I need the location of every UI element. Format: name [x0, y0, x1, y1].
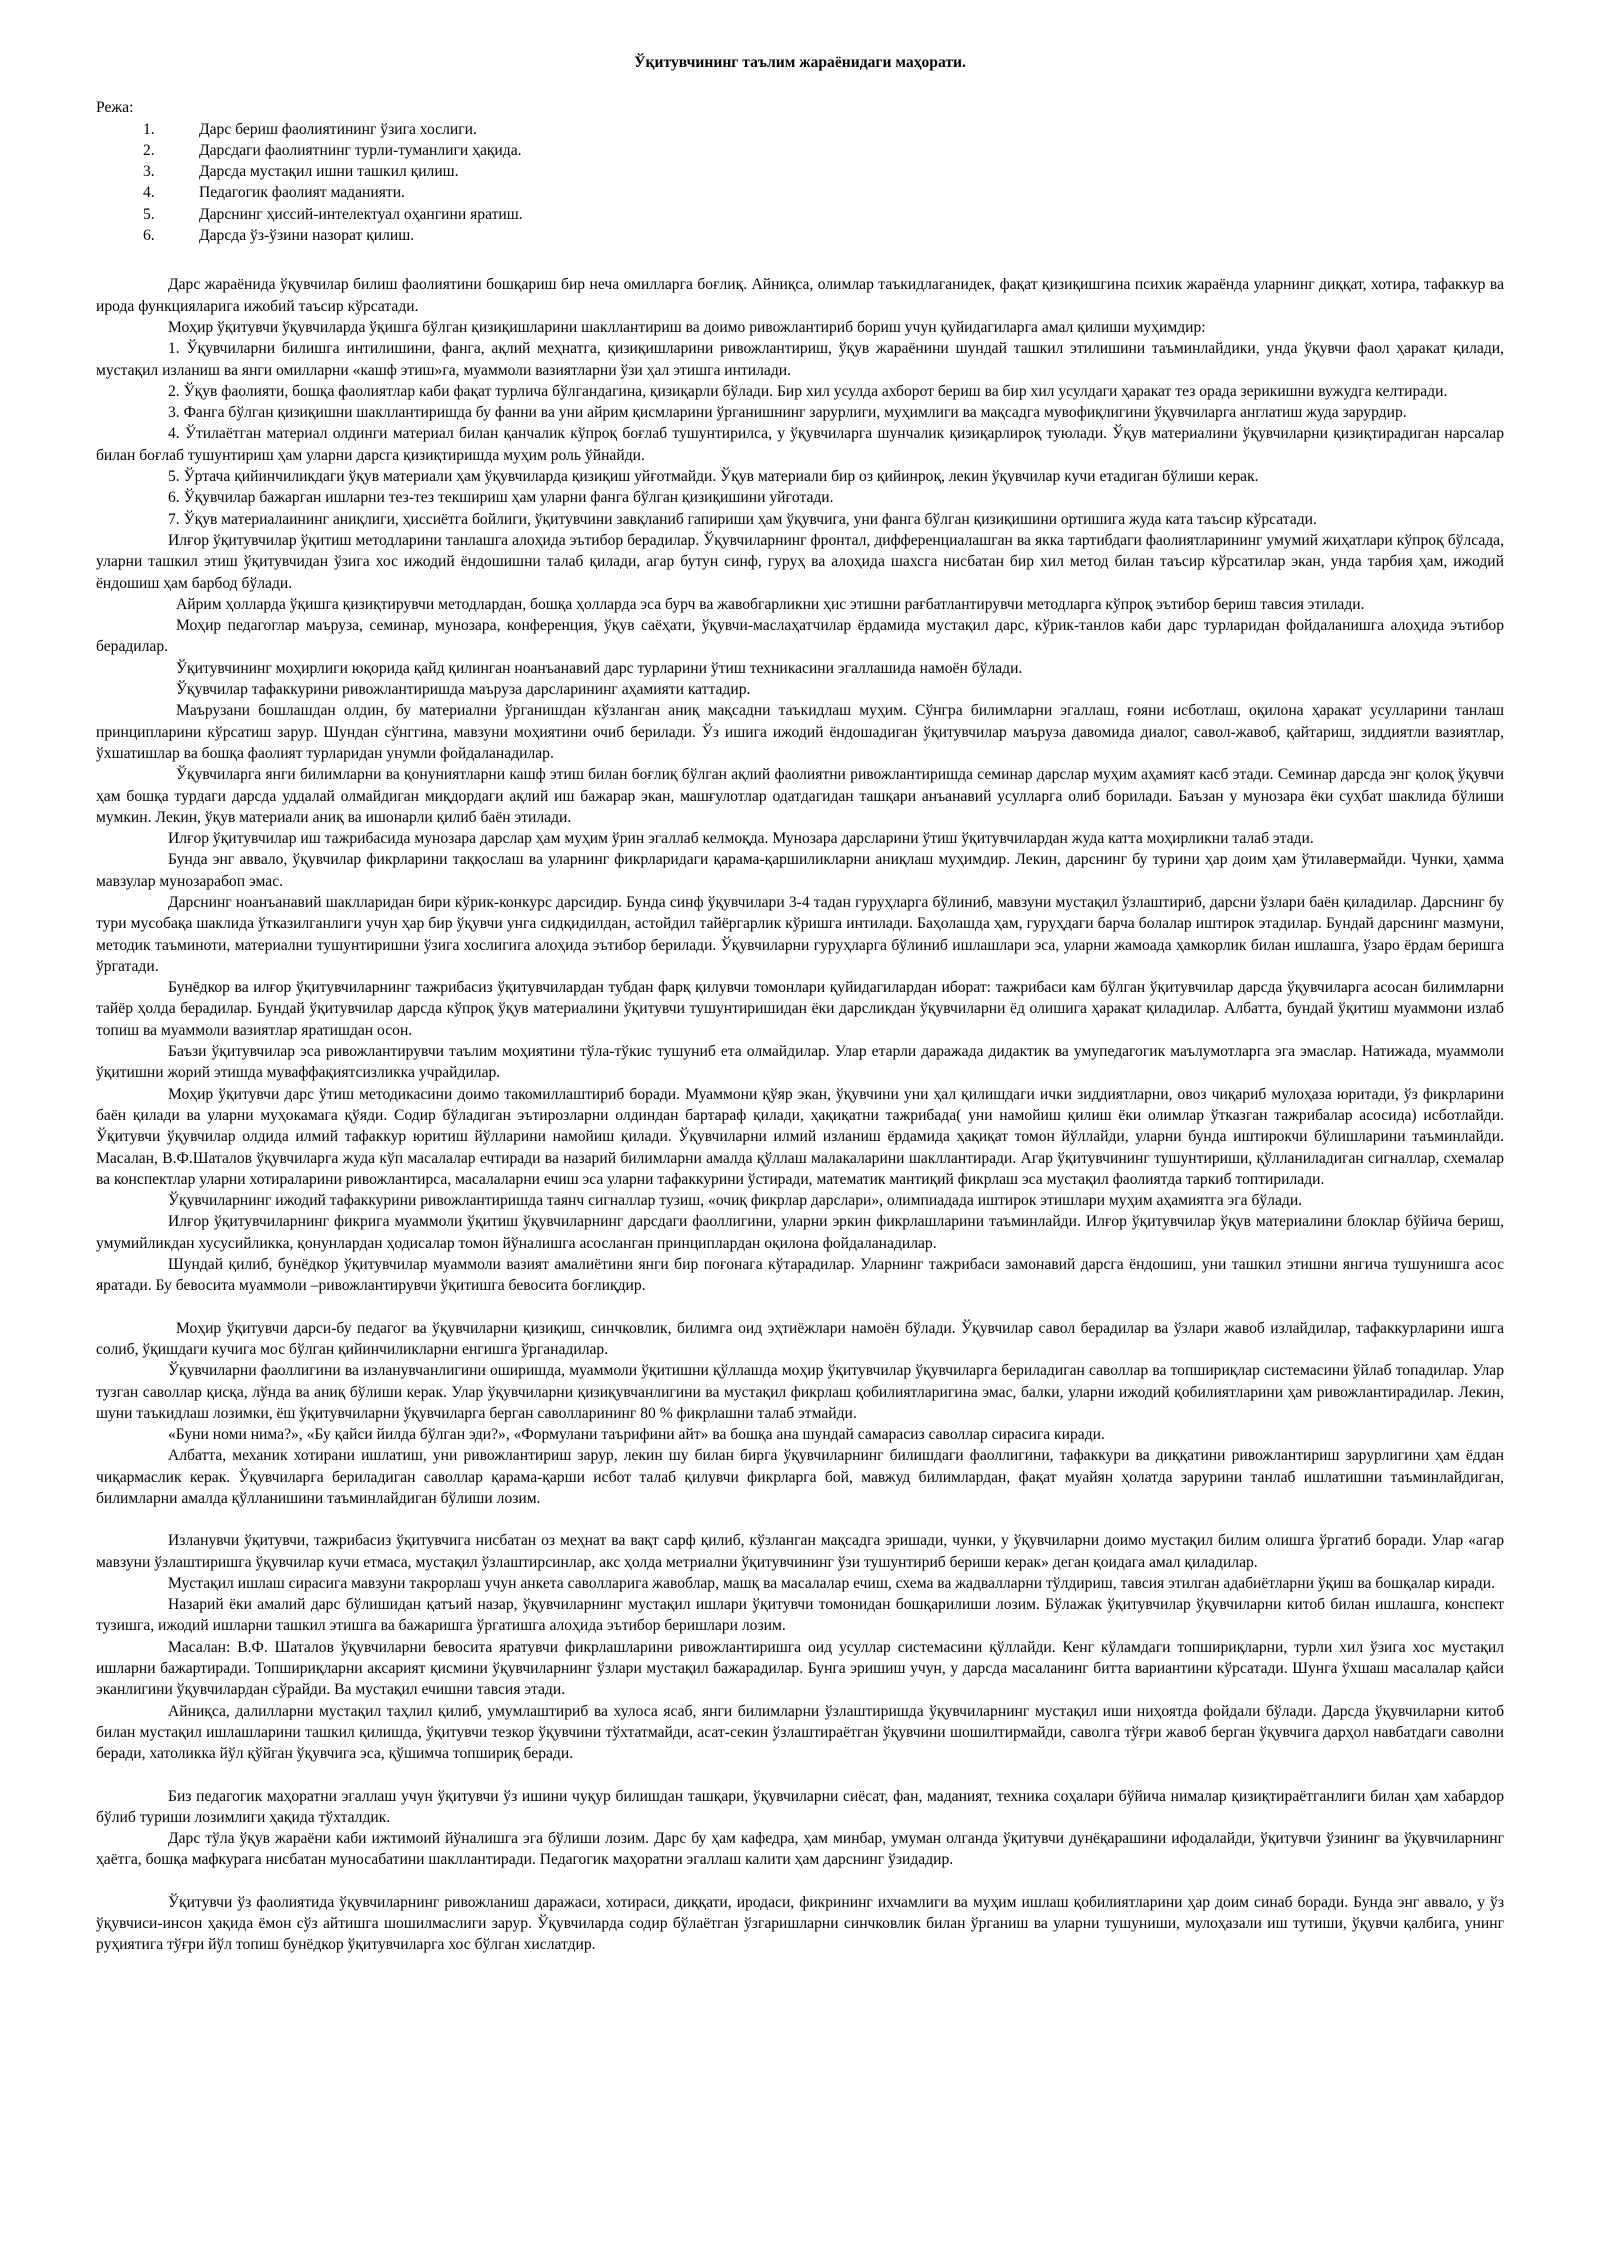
plan-item-number: 1. — [143, 120, 155, 138]
plan-item-number: 4. — [143, 184, 155, 202]
body-paragraph: Масалан: В.Ф. Шаталов ўқувчиларни бевосита яратувчи фикрлашларини ривожлантиришга оид усуллар системасини қўллайди. Кенг кўламдаги топшириқларни, турли хил ўзига хос мустақил ишларни бажартиради. Топшириқларни аксарият қисмини ўқувчиларнинг ўзлари мустақил бажарадилар. Бунга эришиш учун, у дарсда масаланинг битта вариантини кўрсатади. Шунга ўхшаш масалалар қайси эканлигини ўқувчилардан сўрайди. Ва мустақил ечишни тавсия этади. — [96, 1638, 1504, 1699]
plan-item-text: Дарснинг ҳиссий-интелектуал оҳангини яратиш. — [199, 205, 523, 223]
body-paragraph: Шундай қилиб, бунёдкор ўқитувчилар муаммоли вазият амалиётини янги бир поғонага кўтарадилар. Уларнинг тажрибаси замонавий дарсга ёндошиш, уни ташкил этишни янгича тушунишга асос яратади. Бу бевосита муаммоли –ривожлантирувчи ўқитишга бевосита боғлиқдир. — [96, 1256, 1504, 1295]
body-paragraph: Ўқитувчининг моҳирлиги юқорида қайд қилинган ноанъанавий дарс турларини ўтиш техникасини эгаллашида намоён бўлади. — [176, 659, 1023, 677]
numbered-paragraph: 7. Ўқув материалаининг аниқлиги, ҳиссиётга бойлиги, ўқитувчини завқланиб гапириши ҳам ўқувчига, уни фанга бўлган қизиқишини ортишига жуда ката таъсир кўрсатади. — [168, 510, 1317, 528]
body-paragraph: Илғор ўқитувчиларнинг фикрига муаммоли ўқитиш ўқувчиларнинг дарсдаги фаоллигини, уларни эркин фикрлашларини таъминлайди. Илғор ўқитувчилар ўқув материалини блоклар бўйича бериш, умумийликдан хусусийликка, қонунлардан ҳодисалар томон йўналишга асосланган принциплардан оқилона фойдаланадилар. — [96, 1213, 1504, 1252]
body-paragraph: Изланувчи ўқитувчи, тажрибасиз ўқитувчига нисбатан оз меҳнат ва вақт сарф қилиб, кўзланган мақсадга эришади, чунки, у ўқувчиларни доимо мустақил билим олишга ўргатиб боради. Улар «агар мавзуни ўзлаштиришга ўқувчилар кучи етмаса, мустақил ўзлаштирсинлар, акс ҳолда метриални ўқитувчининг ўзи тушунтириб бериши керак» деган қоидага амал қиладилар. — [96, 1532, 1504, 1571]
body-paragraph: Моҳир ўқитувчи ўқувчиларда ўқишга бўлган қизиқишларини шакллантириш ва доимо ривожлантириб бориш учун қуйидагиларга амал қилиши муҳимдир: — [168, 318, 1206, 336]
body-paragraph: Илғор ўқитувчилар ўқитиш методларини танлашга алоҳида эътибор берадилар. Ўқувчиларнинг фронтал, дифференциалашган ва якка тартибдаги фаолиятларининг умумий жиҳатлари кўпроқ бўлсада, уларни ташкил этиш ўқитувчидан ўзига хос ижодий ёндошишни талаб қилади, агар бутун синф, гуруҳ ва алоҳида шахсга нисбатан бир хил метод билан таъсир кўрсатилар экан, унда тарбия ҳам, ижодий ёндошиш ҳам барбод бўлади. — [96, 531, 1504, 592]
plan-item-text: Дарсда ўз-ўзини назорат қилиш. — [199, 227, 415, 245]
body-paragraph: Бунёдкор ва илғор ўқитувчиларнинг тажрибасиз ўқитувчилардан тубдан фарқ қилувчи томонлари қуйидагилардан иборат: тажрибаси кам бўлган ўқитувчилар дарсда ўқувчиларга асосан билимларни тайёр ҳолда берадилар. Бундай ўқитувчилар дарсда кўпроқ ўқув материалини ўқитувчи тушунтиришидан ёки дарсликдан ўқувчиларни ёд олишига ҳаракат қиладилар. Албатта, бундай ўқитиш муаммони излаб топиш ва муаммоли вазиятлар яратишдан осон. — [96, 979, 1504, 1039]
plan-item — [96, 161, 1504, 182]
plan-item — [96, 225, 1504, 246]
numbered-paragraph: 3. Фанга бўлган қизиқишни шакллантиришда бу фанни ва уни айрим қисмларини ўрганишнинг зарурлиги, муҳимлиги ва мақсадга мувофиқлигини ўқувчиларга англатиш жуда зарурдир. — [168, 404, 1407, 422]
body-paragraph: Ўқувчиларга янги билимларни ва қонуниятларни кашф этиш билан боғлиқ бўлган ақлий фаолиятни ривожлантиришда семинар дарслар муҳим аҳамият касб этади. Семинар дарсда энг қолоқ ўқувчи ҳам бошқа турдаги дарсда уддалай олмайдиган миқдордаги ақлий иш бажарар экан, машғулотлар одатдагидан ташқари анъанавий усулларга олиб борилади. Баъзан у мунозара ёки суҳбат шаклида бўлиши мумкин. Лекин, ўқув материали аниқ ва ишонарли қилиб баён этилади. — [96, 766, 1504, 826]
plan-item-text: Дарс бериш фаолиятининг ўзига хослиги. — [199, 120, 477, 138]
body-paragraph: Ўқувчилар тафаккурини ривожлантиришда маъруза дарсларининг аҳамияти каттадир. — [176, 681, 751, 699]
body-paragraph: Ўқувчиларни фаоллигини ва изланувчанлигини оширишда, муаммоли ўқитишни қўллашда моҳир ўқитувчилар ўқувчиларга бериладиган саволлар ва топшириқлар системасини ўйлаб топадилар. Улар тузган саволлар қисқа, лўнда ва аниқ бўлиши керак. Улар ўқувчиларни қизиқувчанлигини ва мустақил фикрлаш қобилиятларигина эмас, балки, уларни ижодий қобилиятларини ҳам ривожлантирадилар. Лекин, шуни таъкидлаш лозимки, ёш ўқитувчиларни ўқувчиларга берган саволларининг 80 % фикрлашни талаб этмайди. — [96, 1362, 1504, 1422]
body-paragraph: Баъзи ўқитувчилар эса ривожлантирувчи таълим моҳиятини тўла-тўкис тушуниб ета олмайдилар. Улар етарли даражада дидактик ва умупедагогик маълумотларга эга эмаслар. Натижада, муаммоли ўқитишни жорий этишда муваффақиятсизликка учрайдилар. — [96, 1043, 1504, 1082]
plan-item-number: 2. — [143, 141, 155, 159]
body-paragraph: Моҳир педагоглар маъруза, семинар, мунозара, конференция, ўқув саёҳати, ўқувчи-маслаҳатчилар ёрдамида мустақил дарс, кўрик-танлов каби дарс турларидан фойдаланишга алоҳида эътибор берадилар. — [96, 617, 1504, 656]
body-paragraph: Дарс тўла ўқув жараёни каби ижтимоий йўналишга эга бўлиши лозим. Дарс бу ҳам кафедра, ҳам минбар, умуман олганда ўқитувчи дунёқарашини ифодалайди, ўқитувчи ўзининг ва ўқувчиларнинг ҳаётга, бошқа мафкурага нисбатан муносабатини шакллантиради. Педагогик маҳоратни эгаллаш калити ҳам дарснинг ўзидадир. — [96, 1830, 1504, 1869]
body-paragraph: Дарснинг ноанъанавий шаклларидан бири кўрик-конкурс дарсидир. Бунда синф ўқувчилари 3-4 тадан гуруҳларга бўлиниб, мавзуни мустақил ўзлаштириб, дарсни ўзлари баён қиладилар. Дарснинг бу тури мусобақа шаклида ўтказилганлиги учун ҳар бир ўқувчи унга сидқидилдан, астойдил тайёргарлик кўришга интилади. Баҳолашда ҳам, гуруҳдаги барча болалар иштирок этадилар. Бундай дарснинг мазмуни, методик таъминоти, материални тушунтиришни ўзига хослигига алоҳида эътибор берилади. Ўқувчиларни гуруҳларга бўлиниб ишлашлари эса, уларни жамоада ҳамкорлик билан ишлашга, ўзаро ёрдам беришга ўргатади. — [96, 893, 1504, 975]
plan-item-text: Педагогик фаолият маданияти. — [199, 184, 405, 202]
body-paragraph: Бунда энг аввало, ўқувчилар фикрларини таққослаш ва уларнинг фикрларидаги қарама-қаршиликларни аниқлаш муҳимдир. Лекин, дарснинг бу турини ҳар доим ҳам ўтилавермайди. Чунки, ҳамма мавзулар мунозарабоп эмас. — [96, 851, 1504, 890]
plan-item-text: Дарсдаги фаолиятнинг турли-туманлиги ҳақида. — [199, 141, 522, 159]
numbered-paragraph: 6. Ўқувчилар бажарган ишларни тез-тез текшириш ҳам уларни фанга бўлган қизиқишини уйғотади. — [168, 489, 834, 507]
plan-item — [96, 182, 1504, 203]
body-paragraph: Моҳир ўқитувчи дарси-бу педагог ва ўқувчиларни қизиқиш, синчковлик, билимга оид эҳтиёжлари намоён бўлади. Ўқувчилар савол берадилар ва ўзлари жавоб излайдилар, тафаккурларини ишга солиб, ўқишдаги кучига мос бўлган қийинчиликларни енгишга ўрганадилар. — [96, 1319, 1504, 1358]
numbered-paragraph: 4. Ўтилаётган материал олдинги материал билан қанчалик кўпроқ боғлаб тушунтирилса, у ўқувчиларга шунчалик қизиқарлироқ туюлади. Ўқув материалини ўқувчиларни қизиқтирадиган нарсалар билан боғлаб тушунтириш ҳам уларни дарсга қизиқтиришда муҳим роль ўйнайди. — [96, 425, 1504, 464]
body-paragraph: Айрим ҳолларда ўқишга қизиқтирувчи методлардан, бошқа ҳолларда эса бурч ва жавобгарликни ҳис этишни рағбатлантирувчи методларга кўпроқ эътибор бериш тавсия этилади. — [176, 595, 1365, 613]
plan-item — [96, 204, 1504, 225]
body-paragraph: Илғор ўқитувчилар иш тажрибасида мунозара дарслар ҳам муҳим ўрин эгаллаб келмоқда. Мунозара дарсларини ўтиш ўқитувчилардан жуда катта моҳирликни талаб этади. — [168, 830, 1314, 848]
plan-item — [96, 140, 1504, 161]
body-paragraph: Дарс жараёнида ўқувчилар билиш фаолиятини бошқариш бир неча омилларга боғлиқ. Айниқса, олимлар таъкидлаганидек, фақат қизиқишгина психик жараёнда уларнинг диққат, хотира, тафаккур ва ирода функцияларига ижобий таъсир кўрсатади. — [96, 276, 1504, 315]
body-paragraph: Маърузани бошлашдан олдин, бу материални ўрганишдан кўзланган аниқ мақсадни таъкидлаш муҳим. Сўнгра билимларни эгаллаш, ғояни исботлаш, оқилона ҳаракат усулларини танлаш принципларини кўрсатиш зарур. Шундан сўнггина, мавзуни моҳиятини очиб берилади. Ўз ишига ижодий ёндошадиган ўқитувчилар маъруза давомида диалог, савол-жавоб, қайтариш, зиддиятли вазиятлар, ўхшатишлар ва бошқа фаолият турларидан унумли фойдаланадилар. — [96, 702, 1504, 762]
plan-item-number: 6. — [143, 227, 155, 245]
body-paragraph: «Буни номи нима?», «Бу қайси йилда бўлган эди?», «Формулани таърифини айт» ва бошқа ана шундай самарасиз саволлар сирасига киради. — [168, 1426, 1105, 1444]
body-paragraph: Айниқса, далилларни мустақил таҳлил қилиб, умумлаштириб ва хулоса ясаб, янги билимларни ўзлаштиришда ўқувчиларнинг мустақил иши ниҳоятда фойдали бўлади. Дарсда ўқувчиларни китоб билан мустақил ишлашларини ташкил қилишда, ўқитувчи тезкор ўқувчини тўхтатмайди, асат-секин ўзлаштираётган ўқувчини шошилтирмайди, саволга тўғри жавоб берган ўқувчига дарҳол навбатдаги саволни беради, хатоликка йўл қўйган ўқувчига эса, қўшимча топшириқ беради. — [96, 1702, 1504, 1763]
plan-item-number: 3. — [143, 163, 155, 181]
plan-item-number: 5. — [143, 205, 155, 223]
plan-item — [96, 119, 1504, 140]
body-paragraph: Албатта, механик хотирани ишлатиш, уни ривожлантириш зарур, лекин шу билан бирга ўқувчиларнинг билишдаги фаоллигини, тафаккури ва диққатини ривожлантириш зарурлигини ҳам ёддан чиқармаслик керак. Ўқувчиларга бериладиган саволлар қарама-қарши исбот талаб қилувчи фикрларга бой, мавжуд билимлардан, фақат муайян ҳолатда зарурини танлаб ишлатишни таъминлайдиган, билимларни амалда қўлланишини таъминлайдиган бўлиши лозим. — [96, 1447, 1504, 1507]
body-paragraph: Ўқувчиларнинг ижодий тафаккурини ривожлантиришда таянч сигналлар тузиш, «очиқ фикрлар дарслари», олимпиадада иштирок этишлари муҳим аҳамиятга эга бўлади. — [168, 1192, 1303, 1210]
plan-label: Режа: — [96, 99, 134, 117]
numbered-paragraph: 5. Ўртача қийинчиликдаги ўқув материали ҳам ўқувчиларда қизиқиш уйғотмайди. Ўқув материали бир оз қийинроқ, лекин ўқувчилар кучи етадиган бўлиши керак. — [168, 468, 1259, 486]
plan-item-text: Дарсда мустақил ишни ташкил қилиш. — [199, 163, 459, 181]
document-title: Ўқитувчининг таълим жараёнидаги маҳорати. — [634, 54, 966, 71]
numbered-paragraph: 2. Ўқув фаолияти, бошқа фаолиятлар каби фақат турлича бўлгандагина, қизиқарли бўлади. Бир хил усулда ахборот бериш ва бир хил усулдаги ҳаракат тез орада зерикишни вужудга келтиради. — [168, 382, 1448, 400]
plan-list — [96, 119, 1504, 247]
body-paragraph: Мустақил ишлаш сирасига мавзуни такрорлаш учун анкета саволларига жавоблар, машқ ва масалалар ечиш, схема ва жадвалларни тўлдириш, тавсия этилган адабиётларни ўқиш ва бошқалар киради. — [168, 1574, 1496, 1592]
body-paragraph: Ўқитувчи ўз фаолиятида ўқувчиларнинг ривожланиш даражаси, хотираси, диққати, иродаси, фикрининг ихчамлиги ва муҳим ишлаш қобилиятларини ҳар доим синаб боради. Бунда энг аввало, у ўз ўқувчиси-инсон ҳақида ёмон сўз айтишга шошилмаслиги зарур. Ўқувчиларда содир бўлаётган ўзгаришларни синчковлик билан ўрганиш ва уларни тушуниши, мулоҳазали иш тутиши, ўқувчи қалбига, унинг руҳиятига тўғри йўл топиш бунёдкор ўқитувчиларга хос бўлган хислатдир. — [96, 1893, 1504, 1954]
body-paragraph: Моҳир ўқитувчи дарс ўтиш методикасини доимо такомиллаштириб боради. Муаммони қўяр экан, ўқувчини уни ҳал қилишдаги ички зиддиятларни, овоз чиқариб мулоҳаза юритади, ўз фикрларини баён қилади ва уларни муҳокамага қўяди. Содир бўладиган эътирозларни олдиндан бартараф қилади, ҳақиқатни тажрибада( уни намойиш қилиш ёки олимлар ўтказган тажрибалар асосида) исботлайди. Ўқитувчи ўқувчилар олдида илмий тафаккур юритиш йўлларини намойиш қилади. Ўқувчиларни илмий изланиш ёрдамида ҳақиқат томон йўллайди, уларни бунда иштирокчи бўлишларини таъминлайди. Масалан, В.Ф.Шаталов ўқувчиларга жуда кўп масалалар ечтиради ва назарий билимларни амалда қўллаш малакаларини шакллантиради. Агар ўқитувчининг тушунтириши, қўлланиладиган сигналлар, схемалар ва конспектлар уларни хотираларини ривожлантирса, масалаларни ечиш эса уларни тафаккурини ўстиради, математик мантиқий фикрлаш эса мустақил фаолиятда таркиб топтирилади. — [96, 1085, 1504, 1188]
body-paragraph: Биз педагогик маҳоратни эгаллаш учун ўқитувчи ўз ишини чуқур билишдан ташқари, ўқувчиларни сиёсат, фан, маданият, техника соҳалари бўйича нималар қизиқтираётганлиги билан ҳам хабардор бўлиб туриши лозимлиги ҳақида тўхталдик. — [96, 1787, 1504, 1826]
numbered-paragraph: 1. Ўқувчиларни билишга интилишини, фанга, ақлий меҳнатга, қизиқишларини ривожлантириш, ўқув жараёнини шундай ташкил этилишини таъминлайдики, унда ўқувчи фаол ҳаракат қилади, мустақил изланиш ва янги омилларни «кашф этиш»га, муаммоли вазиятларни ўзи ҳал этишга интилади. — [96, 340, 1504, 379]
body-paragraph: Назарий ёки амалий дарс бўлишидан қатъий назар, ўқувчиларнинг мустақил ишлари ўқитувчи томонидан бошқарилиши лозим. Бўлажак ўқитувчилар ўқувчиларни китоб билан ишлашга, конспект тузишга, ижодий ишларни ташкил этишга ва бажаришга ўргатишга алоҳида эътибор беришлари лозим. — [96, 1596, 1504, 1635]
